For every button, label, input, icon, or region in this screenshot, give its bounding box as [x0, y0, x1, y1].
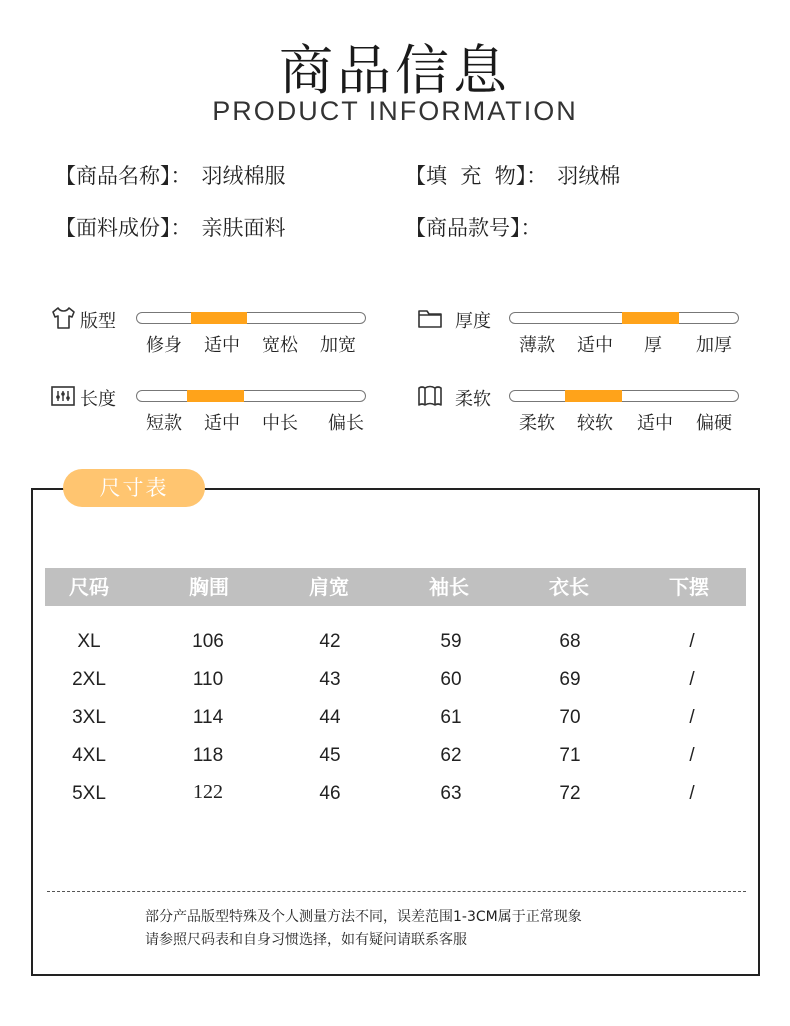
- table-cell: /: [689, 745, 695, 766]
- attr-fit: [50, 305, 380, 375]
- attr-scale-fill: [622, 312, 679, 324]
- attr-level-label: 短款: [146, 413, 182, 434]
- table-cell: /: [689, 783, 695, 804]
- info-value: 羽绒棉: [557, 164, 621, 188]
- table-cell: 61: [440, 707, 462, 728]
- size-table-header: [45, 568, 746, 606]
- table-cell: 45: [319, 745, 341, 766]
- size-note: 请参照尺码表和自身习惯选择，如有疑问请联系客服: [145, 932, 467, 948]
- attr-level-label: 薄款: [519, 335, 555, 356]
- sliders-icon: [50, 383, 76, 409]
- attr-name: 版型: [80, 311, 116, 332]
- table-cell: 122: [193, 781, 223, 803]
- table-cell: 106: [192, 631, 224, 652]
- attr-thickness: [417, 305, 747, 375]
- info-label: 【商品名称】：: [55, 164, 192, 188]
- info-filling: [405, 160, 620, 190]
- attr-scale-fill: [191, 312, 247, 324]
- attr-level-label: 修身: [146, 335, 182, 356]
- attr-level-label: 偏硬: [696, 413, 732, 434]
- attr-name: 柔软: [455, 389, 491, 410]
- attr-level-label: 适中: [204, 413, 240, 434]
- attr-level-label: 适中: [577, 335, 613, 356]
- attr-name: 长度: [80, 389, 116, 410]
- info-value: 羽绒棉服: [201, 164, 286, 188]
- table-cell: 44: [319, 707, 341, 728]
- attr-level-label: 宽松: [262, 335, 298, 356]
- info-value: 亲肤面料: [201, 216, 286, 240]
- table-cell: 4XL: [72, 745, 106, 766]
- table-cell: 68: [559, 631, 581, 652]
- header-cell: 肩宽: [309, 575, 349, 599]
- header-cell: 尺码: [69, 575, 109, 599]
- info-label: 【面料成份】：: [55, 216, 192, 240]
- size-note: 部分产品版型特殊及个人测量方法不同，误差范围1-3CM属于正常现象: [145, 909, 582, 925]
- table-cell: /: [689, 707, 695, 728]
- divider: [47, 891, 746, 892]
- attr-scale-bar: [509, 312, 739, 324]
- attr-scale-fill: [187, 390, 244, 402]
- table-cell: 114: [192, 707, 224, 728]
- table-cell: 42: [319, 631, 341, 652]
- attr-scale-bar: [136, 312, 366, 324]
- info-label: 【商品款号】：: [405, 216, 542, 240]
- table-cell: 63: [440, 783, 462, 804]
- attr-scale-bar: [136, 390, 366, 402]
- info-product-name: [55, 160, 286, 190]
- table-cell: 118: [192, 745, 224, 766]
- table-cell: 3XL: [72, 707, 106, 728]
- attr-level-label: 厚: [644, 335, 662, 356]
- table-cell: XL: [77, 631, 101, 652]
- header-cell: 衣长: [549, 575, 589, 599]
- attr-level-label: 柔软: [519, 413, 555, 434]
- header-cell: 胸围: [189, 575, 229, 599]
- attr-level-label: 适中: [204, 335, 240, 356]
- header-cell: 袖长: [429, 575, 469, 599]
- table-cell: 59: [440, 631, 462, 652]
- table-cell: 71: [559, 745, 581, 766]
- size-table-tab: 尺寸表: [63, 469, 205, 507]
- table-cell: 60: [440, 669, 462, 690]
- attr-level-label: 中长: [262, 413, 298, 434]
- header-cell: 下摆: [669, 575, 709, 599]
- attr-name: 厚度: [455, 311, 491, 332]
- table-cell: 70: [559, 707, 581, 728]
- table-cell: /: [689, 631, 695, 652]
- size-table-frame: [31, 488, 760, 976]
- table-cell: 110: [192, 669, 224, 690]
- attr-level-label: 较软: [577, 413, 613, 434]
- table-cell: 2XL: [72, 669, 106, 690]
- folder-icon: [417, 305, 443, 331]
- table-cell: 5XL: [72, 783, 106, 804]
- page-title: 商品信息: [279, 39, 511, 102]
- attr-level-label: 加宽: [320, 335, 356, 356]
- table-cell: 46: [319, 783, 341, 804]
- table-cell: 69: [559, 669, 581, 690]
- table-cell: 43: [319, 669, 341, 690]
- tshirt-icon: [50, 305, 76, 331]
- page-subtitle: PRODUCT INFORMATION: [212, 96, 578, 126]
- table-cell: 62: [440, 745, 462, 766]
- table-cell: /: [689, 669, 695, 690]
- attr-scale-bar: [509, 390, 739, 402]
- attr-scale-fill: [565, 390, 622, 402]
- fabric-icon: [417, 383, 443, 409]
- attr-level-label: 适中: [637, 413, 673, 434]
- attr-softness: [417, 383, 747, 453]
- info-fabric: [55, 212, 286, 242]
- attr-level-label: 加厚: [696, 335, 732, 356]
- info-label: 【填 充 物】：: [405, 164, 548, 188]
- attr-level-label: 偏长: [328, 413, 364, 434]
- info-style-number: [405, 212, 552, 242]
- table-cell: 72: [559, 783, 581, 804]
- attr-length: [50, 383, 380, 453]
